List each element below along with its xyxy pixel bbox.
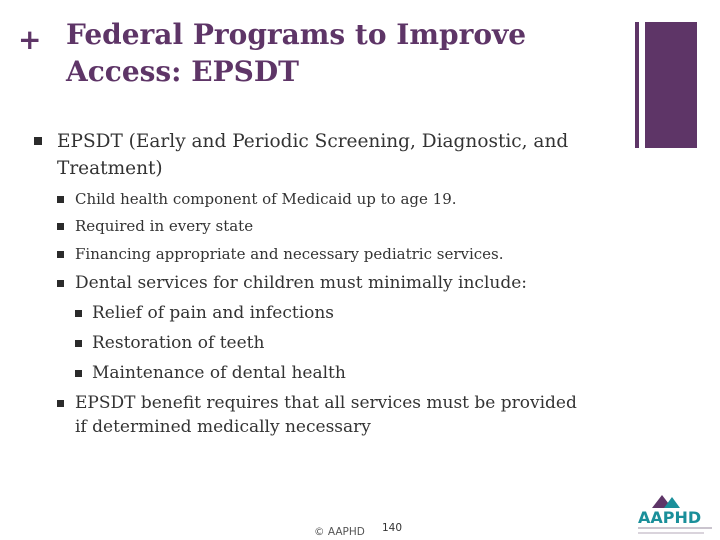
main-bullet-line-2: Treatment) <box>57 158 163 179</box>
dental-item-marker <box>75 340 82 347</box>
sub-bullet-marker <box>57 400 64 407</box>
sub-bullet-marker <box>57 196 64 203</box>
dental-item-maintenance: Maintenance of dental health <box>92 363 346 383</box>
sub-bullet-every-state: Required in every state <box>75 217 254 235</box>
main-bullet-marker <box>34 137 42 145</box>
title-line-1: Federal Programs to Improve <box>66 18 527 51</box>
sub-bullet-medicaid: Child health component of Medicaid up to age 19. <box>75 190 457 208</box>
dental-item-relief: Relief of pain and infections <box>92 303 335 323</box>
dental-item-marker <box>75 370 82 377</box>
main-bullet-line-1: EPSDT (Early and Periodic Screening, Diagnostic, and <box>57 131 569 152</box>
footer-copyright: © AAPHD <box>314 526 365 538</box>
sub-bullet-financing: Financing appropriate and necessary pediatric services. <box>75 245 504 263</box>
slide-title <box>66 16 606 90</box>
logo-wordmark: AAPHD <box>638 508 702 527</box>
title-line-2: Access: EPSDT <box>66 55 299 88</box>
dental-item-marker <box>75 310 82 317</box>
sub-bullet-epsdt-benefit-line-1: EPSDT benefit requires that all services must be provided <box>75 393 577 413</box>
accent-bar-thick <box>645 22 697 148</box>
sub-bullet-marker <box>57 223 64 230</box>
sub-bullet-epsdt-benefit-line-2: if determined medically necessary <box>75 417 371 437</box>
accent-bar-thin <box>635 22 639 148</box>
sub-bullet-marker <box>57 280 64 287</box>
sub-bullet-marker <box>57 251 64 258</box>
aaphd-logo <box>632 492 716 538</box>
plus-mark: + <box>18 23 42 56</box>
sub-bullet-dental: Dental services for children must minimally include: <box>75 273 528 293</box>
dental-item-restoration: Restoration of teeth <box>92 333 265 353</box>
page-number: 140 <box>382 522 403 534</box>
